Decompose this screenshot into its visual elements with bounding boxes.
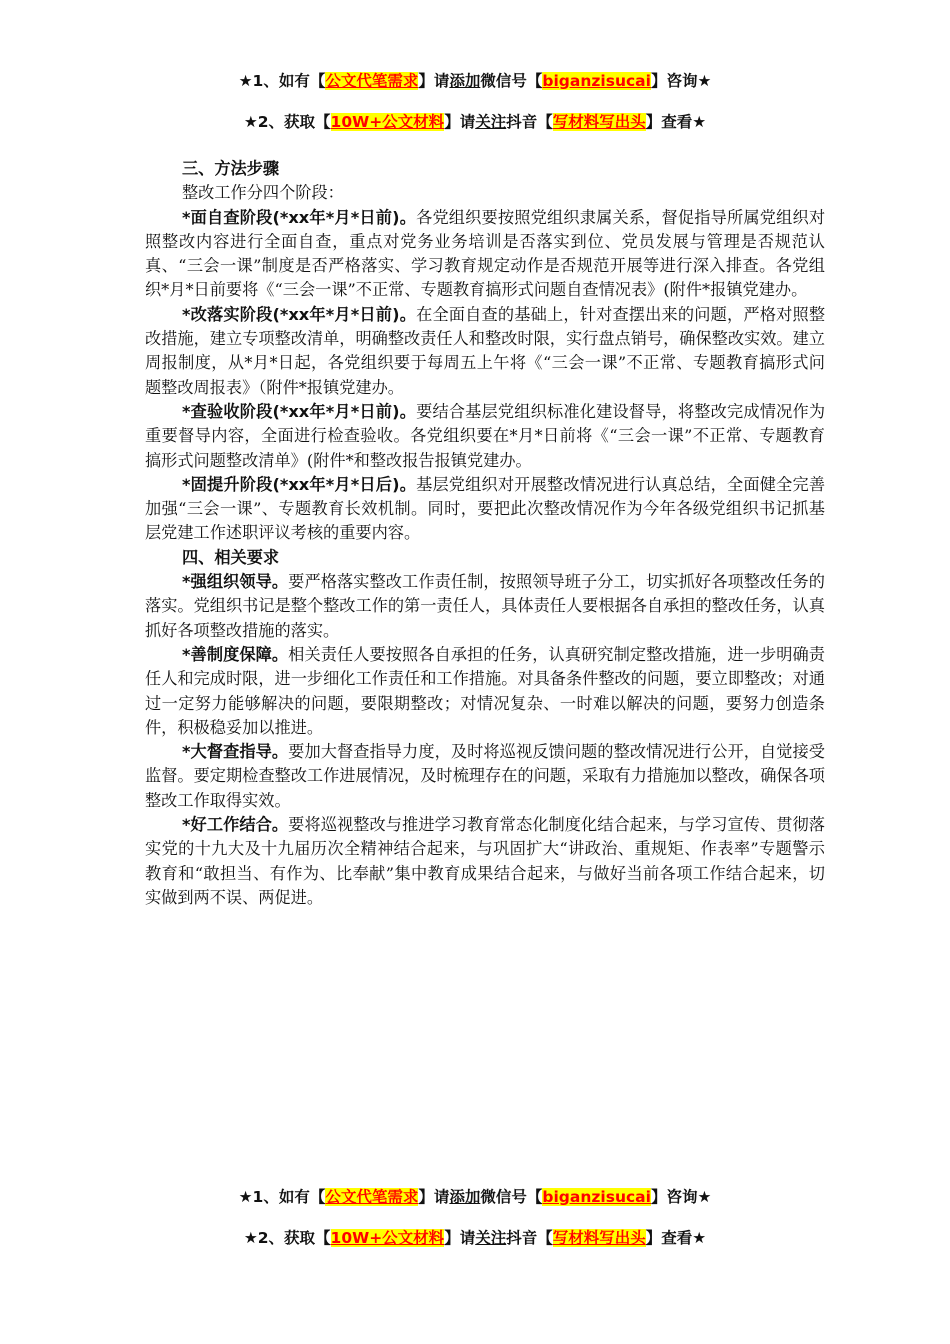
promo-text: ★1、如有【 bbox=[238, 1188, 326, 1206]
requirement-4-paragraph bbox=[145, 813, 825, 910]
requirement-2-text: 相关责任人要按照各自承担的任务，认真研究制定整改措施，进一步明确责任人和完成时限，进一步细化工作责任和工作措施。对具备条件整改的问题，要立即整改；对通过一定努力能够解决的问题，要限期整改；对情况复杂、一时难以解决的问题，要努力创造条件，积极稳妥加以推进。 bbox=[145, 644, 825, 737]
footer-promo-line-2 bbox=[0, 1227, 950, 1249]
promo-text: 】请 bbox=[444, 1229, 476, 1247]
stage-4-title: *固提升阶段(*xx年*月*日后)。 bbox=[182, 474, 417, 494]
promo-highlight-link[interactable]: 写材料写出头 bbox=[552, 1229, 646, 1247]
promo-text: ★1、如有【 bbox=[238, 72, 326, 90]
promo-highlight-link[interactable]: 10W+公文材料 bbox=[330, 1229, 445, 1247]
promo-highlight-link[interactable]: 写材料写出头 bbox=[552, 113, 646, 131]
section-4-title: 四、相关要求 bbox=[182, 547, 280, 567]
requirement-3-title: *大督查指导。 bbox=[182, 742, 289, 762]
promo-underlined-text: 关注 bbox=[475, 113, 507, 131]
promo-text: 】查看★ bbox=[645, 113, 707, 131]
promo-highlight-link[interactable]: 公文代笔需求 bbox=[325, 1188, 419, 1206]
stage-1-text: 各党组织要按照党组织隶属关系，督促指导所属党组织对照整改内容进行全面自查，重点对党务业务培训是否落实到位、党员发展与管理是否规范认真、“三会一课”制度是否严格落实、学习教育规定动作是否规范开展等进行深入排查。各党组织*月*日前要将《“三会一课”不正常、专题教育搞形式问题自查情况表》(附件*报镇党建办。 bbox=[145, 207, 826, 300]
promo-text: ★2、获取【 bbox=[243, 113, 331, 131]
stage-1-title: *面自查阶段(*xx年*月*日前)。 bbox=[182, 207, 417, 227]
promo-text: 微信号【 bbox=[480, 1188, 543, 1206]
promo-text: 抖音【 bbox=[506, 113, 553, 131]
requirement-1-text: 要严格落实整改工作责任制，按照领导班子分工，切实抓好各项整改任务的落实。党组织书记是整个整改工作的第一责任人，具体责任人要根据各自承担的整改任务，认真抓好各项整改措施的落实。 bbox=[145, 572, 825, 640]
stage-3-paragraph bbox=[145, 400, 825, 473]
promo-underlined-text: 关注 bbox=[475, 1229, 507, 1247]
stage-3-title: *查验收阶段(*xx年*月*日前)。 bbox=[182, 401, 417, 421]
promo-text: 】查看★ bbox=[645, 1229, 707, 1247]
promo-text: 】咨询★ bbox=[650, 1188, 712, 1206]
stage-4-paragraph bbox=[145, 473, 825, 546]
promo-highlight-link[interactable]: 公文代笔需求 bbox=[325, 72, 419, 90]
promo-text: 】咨询★ bbox=[650, 72, 712, 90]
stage-3-text: 要结合基层党组织标准化建设督导，将整改完成情况作为重要督导内容，全面进行检查验收。各党组织要在*月*日前将《“三会一课”不正常、专题教育搞形式问题整改清单》(附件*和整改报告报镇党建办。 bbox=[145, 401, 826, 470]
promo-text: 】请 bbox=[418, 1188, 450, 1206]
section-3-title: 三、方法步骤 bbox=[182, 159, 280, 178]
requirement-4-title: *好工作结合。 bbox=[182, 815, 289, 835]
promo-highlight-link[interactable]: biganzisucai bbox=[542, 1188, 651, 1206]
requirement-3-text: 要加大督查指导力度，及时将巡视反馈问题的整改情况进行公开，自觉接受监督。要定期检查整改工作进展情况，及时梳理存在的问题，采取有力措施加以整改，确保各项整改工作取得实效。 bbox=[145, 742, 825, 810]
stage-1-paragraph bbox=[145, 206, 825, 303]
promo-text: 抖音【 bbox=[506, 1229, 553, 1247]
promo-text: 】请 bbox=[444, 113, 476, 131]
stage-2-paragraph bbox=[145, 303, 825, 400]
header-promo-line-1 bbox=[0, 70, 950, 92]
promo-text: ★2、获取【 bbox=[243, 1229, 331, 1247]
requirement-4-text: 要将巡视整改与推进学习教育常态化制度化结合起来，与学习宣传、贯彻落实党的十九大及十九届历次全精神结合起来，与巩固扩大“讲政治、重规矩、作表率”专题警示教育和“敢担当、有作为、比奉献”集中教育成果结合起来，与做好当前各项工作结合起来，切实做到两不误、两促进。 bbox=[145, 815, 825, 907]
footer-promo-line-1 bbox=[0, 1186, 950, 1208]
section-3-intro: 整改工作分四个阶段： bbox=[182, 183, 344, 203]
stage-4-text: 基层党组织对开展整改情况进行认真总结，全面健全完善加强“三会一课”、专题教育长效机制。同时，要把此次整改情况作为今年各级党组织书记抓基层党建工作述职评议考核的重要内容。 bbox=[145, 474, 826, 543]
requirement-2-paragraph bbox=[145, 643, 825, 740]
promo-highlight-link[interactable]: 10W+公文材料 bbox=[330, 113, 445, 131]
document-body bbox=[145, 157, 825, 910]
promo-underlined-text: 添加 bbox=[449, 72, 481, 90]
requirement-1-title: *强组织领导。 bbox=[182, 572, 289, 592]
stage-2-title: *改落实阶段(*xx年*月*日前)。 bbox=[182, 304, 417, 324]
promo-underlined-text: 添加 bbox=[449, 1188, 481, 1206]
requirement-2-title: *善制度保障。 bbox=[182, 644, 289, 664]
requirement-3-paragraph bbox=[145, 740, 825, 813]
promo-highlight-link[interactable]: biganzisucai bbox=[542, 72, 651, 90]
stage-2-text: 在全面自查的基础上，针对查摆出来的问题，严格对照整改措施，建立专项整改清单，明确整改责任人和整改时限，实行盘点销号，确保整改实效。建立周报制度，从*月*日起，各党组织要于每周五上午将《“三会一课”不正常、专题教育搞形式问题整改周报表》（附件*报镇党建办。 bbox=[145, 304, 826, 397]
promo-text: 】请 bbox=[418, 72, 450, 90]
promo-text: 微信号【 bbox=[480, 72, 543, 90]
header-promo-line-2 bbox=[0, 111, 950, 133]
requirement-1-paragraph bbox=[145, 570, 825, 643]
